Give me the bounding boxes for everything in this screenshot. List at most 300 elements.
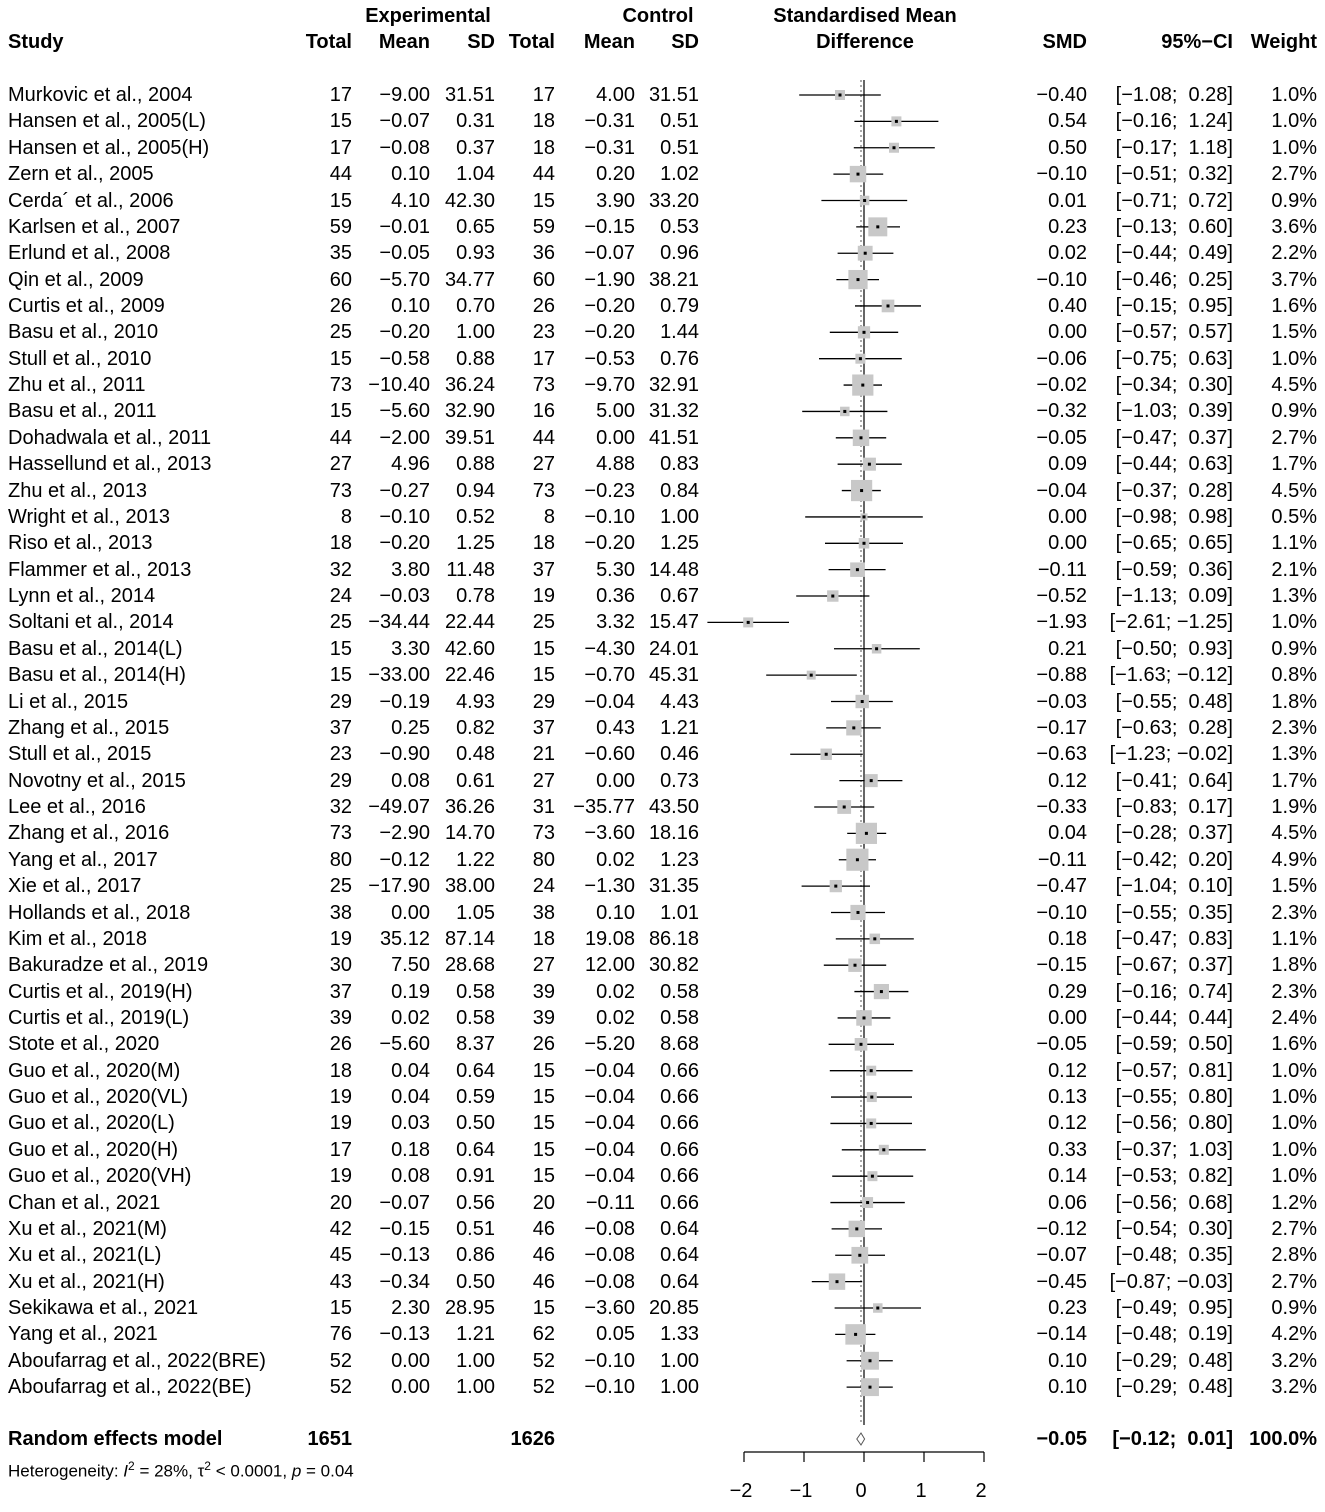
study-name: Basu et al., 2014(H)	[8, 664, 186, 687]
ctl-mean: −3.60	[584, 1297, 635, 1319]
study-name: Yang et al., 2017	[8, 848, 158, 871]
point-estimate	[843, 410, 846, 413]
exp-total: 17	[329, 1138, 352, 1161]
ctl-mean: 4.00	[596, 84, 635, 106]
ctl-sd: 0.83	[660, 453, 699, 476]
smd-value: 0.12	[1048, 1059, 1087, 1082]
exp-sd: 0.94	[456, 479, 495, 502]
ctl-sd: 0.66	[660, 1112, 699, 1135]
ctl-sd: 0.53	[660, 215, 699, 238]
exp-mean: −0.07	[379, 110, 430, 133]
exp-sd: 0.88	[456, 347, 495, 370]
weight-value: 2.7%	[1271, 426, 1317, 449]
point-estimate	[880, 990, 883, 993]
smd-value: −0.14	[1036, 1323, 1087, 1346]
exp-mean: −0.20	[379, 532, 430, 555]
weight-value: 1.5%	[1271, 321, 1317, 344]
ctl-mean: −0.60	[584, 743, 635, 766]
exp-mean: −0.07	[379, 1191, 430, 1214]
ctl-sd: 31.51	[648, 84, 699, 106]
tau-symbol: τ	[197, 1461, 205, 1481]
ctl-sd: 8.68	[660, 1033, 699, 1056]
ci-value: [−1.03; 0.39]	[1115, 400, 1233, 423]
exp-total: 18	[329, 532, 352, 555]
ctl-sd: 86.18	[648, 927, 699, 950]
exp-mean: 4.10	[391, 189, 430, 212]
exp-mean: −9.00	[379, 84, 430, 106]
ci-value: [−0.13; 0.60]	[1115, 215, 1233, 238]
smd-value: −1.93	[1036, 611, 1087, 634]
exp-sd: 0.56	[456, 1191, 495, 1214]
smd-value: 0.54	[1048, 110, 1087, 133]
exp-sd: 0.65	[456, 215, 495, 238]
ci-value: [−0.55; 0.80]	[1115, 1086, 1233, 1109]
ci-value: [−0.55; 0.48]	[1115, 690, 1233, 713]
i2-value: = 28%,	[134, 1461, 198, 1481]
exp-total: 29	[329, 690, 352, 713]
point-estimate	[875, 647, 878, 650]
weight-value: 1.1%	[1271, 532, 1317, 555]
ci-value: [−0.47; 0.37]	[1115, 426, 1233, 449]
ci-value: [−0.55; 0.35]	[1115, 901, 1233, 924]
smd-value: −0.40	[1036, 84, 1087, 106]
study-name: Stull et al., 2010	[8, 347, 152, 370]
exp-mean: 0.18	[391, 1138, 430, 1161]
exp-total: 27	[329, 453, 352, 476]
exp-total: 60	[329, 268, 352, 291]
tau-superscript: 2	[204, 1459, 211, 1473]
ctl-mean: −0.08	[584, 1270, 635, 1293]
ctl-total: 19	[532, 585, 555, 607]
study-name: Basu et al., 2011	[8, 400, 157, 423]
ctl-sd: 1.23	[660, 848, 699, 871]
exp-mean: −0.20	[379, 321, 430, 344]
exp-mean: −0.01	[379, 215, 430, 238]
smd-value: 0.23	[1048, 215, 1087, 238]
exp-total: 15	[329, 347, 352, 370]
ci-value: [−0.28; 0.37]	[1115, 822, 1233, 845]
ctl-total: 15	[532, 637, 555, 660]
exp-total: 30	[329, 954, 352, 977]
ctl-mean: 0.00	[596, 769, 635, 792]
ctl-total: 15	[532, 664, 555, 687]
exp-sd: 0.58	[456, 980, 495, 1003]
ctl-total: 46	[532, 1217, 555, 1240]
ctl-mean: −0.10	[584, 1349, 635, 1372]
ctl-total: 21	[532, 743, 555, 766]
ci-value: [−0.59; 0.36]	[1115, 558, 1233, 581]
exp-mean: −0.05	[379, 242, 430, 265]
point-estimate	[854, 1333, 857, 1336]
weight-value: 1.0%	[1271, 1059, 1317, 1082]
smd-value: 0.06	[1048, 1191, 1087, 1214]
ctl-sd: 31.32	[648, 400, 699, 423]
point-estimate	[869, 1359, 872, 1362]
smd-value: 0.12	[1048, 769, 1087, 792]
ctl-mean: −4.30	[584, 637, 635, 660]
ci-value: [−1.13; 0.09]	[1115, 585, 1233, 607]
ctl-total: 73	[532, 479, 555, 502]
exp-total: 15	[329, 637, 352, 660]
study-name: Karlsen et al., 2007	[8, 215, 181, 238]
smd-value: −0.15	[1036, 954, 1087, 977]
point-estimate	[870, 779, 873, 782]
point-estimate	[839, 94, 842, 97]
exp-mean: 0.19	[391, 980, 430, 1003]
study-name: Basu et al., 2010	[8, 321, 159, 344]
exp-total: 19	[329, 1112, 352, 1135]
smd-value: −0.06	[1036, 347, 1087, 370]
point-estimate	[863, 199, 866, 202]
ctl-total: 37	[532, 716, 555, 739]
study-name: Guo et al., 2020(M)	[8, 1059, 181, 1082]
study-name: Soltani et al., 2014	[8, 611, 174, 634]
exp-sd: 0.86	[456, 1244, 495, 1267]
ctl-sd: 20.85	[648, 1297, 699, 1319]
ci-value: [−0.44; 0.63]	[1115, 453, 1233, 476]
exp-total: 25	[329, 875, 352, 898]
exp-mean: 0.02	[391, 1007, 430, 1029]
ctl-total: 18	[532, 532, 555, 555]
ctl-total: 15	[532, 1297, 555, 1319]
weight-value: 4.5%	[1271, 479, 1317, 502]
ci-value: [−0.50; 0.93]	[1115, 637, 1233, 660]
control-group-header: Control	[622, 5, 694, 27]
ci-value: [−1.04; 0.10]	[1115, 875, 1233, 898]
ctl-sd: 1.00	[660, 1376, 699, 1399]
study-name: Flammer et al., 2013	[8, 558, 192, 581]
ctl-mean: −0.53	[584, 347, 635, 370]
exp-total: 38	[329, 901, 352, 924]
x-tick-label: 0	[855, 1480, 867, 1502]
ctl-sd: 1.01	[660, 901, 699, 924]
col-header-exp-mean: Mean	[378, 31, 430, 53]
ctl-sd: 0.51	[660, 136, 699, 159]
exp-total: 24	[329, 585, 352, 607]
ctl-mean: −35.77	[573, 796, 635, 818]
ctl-mean: 0.43	[596, 716, 635, 739]
weight-value: 1.0%	[1271, 110, 1317, 133]
point-estimate	[863, 542, 866, 545]
weight-value: 1.1%	[1271, 927, 1317, 950]
ci-value: [−0.44; 0.44]	[1115, 1007, 1233, 1029]
weight-value: 2.3%	[1271, 716, 1317, 739]
exp-sd: 0.88	[456, 453, 495, 476]
study-name: Wright et al., 2013	[8, 505, 170, 528]
smd-value: −0.11	[1037, 558, 1087, 581]
smd-value: 0.09	[1048, 453, 1087, 476]
exp-sd: 22.46	[444, 664, 495, 687]
point-estimate	[870, 1096, 873, 1099]
ci-value: [−0.87; −0.03]	[1109, 1270, 1233, 1293]
exp-sd: 0.91	[456, 1165, 495, 1188]
exp-total: 17	[329, 84, 352, 106]
col-header-exp-sd: SD	[467, 31, 495, 53]
exp-total: 35	[329, 242, 352, 265]
exp-sd: 36.26	[444, 796, 495, 818]
point-estimate	[834, 885, 837, 888]
ctl-total: 15	[532, 1086, 555, 1109]
weight-value: 1.6%	[1271, 1033, 1317, 1056]
exp-mean: 35.12	[379, 927, 430, 950]
smd-value: −0.32	[1036, 400, 1087, 423]
point-estimate	[861, 384, 864, 387]
exp-total: 15	[329, 110, 352, 133]
weight-value: 1.0%	[1271, 1112, 1317, 1135]
exp-sd: 14.70	[444, 822, 495, 845]
p-value: = 0.04	[301, 1461, 354, 1481]
ci-value: [−0.75; 0.63]	[1115, 347, 1233, 370]
exp-sd: 0.51	[456, 1217, 495, 1240]
ctl-sd: 0.58	[660, 980, 699, 1003]
smd-value: −0.05	[1036, 1033, 1087, 1056]
ctl-mean: −0.20	[584, 532, 635, 555]
ctl-sd: 1.33	[660, 1323, 699, 1346]
ctl-mean: −9.70	[584, 374, 635, 397]
i2-symbol: I	[123, 1461, 129, 1481]
exp-total: 44	[329, 163, 352, 186]
study-name: Xu et al., 2021(L)	[8, 1244, 162, 1267]
study-name: Guo et al., 2020(L)	[8, 1112, 175, 1135]
exp-total: 73	[329, 479, 352, 502]
study-name: Guo et al., 2020(VL)	[8, 1086, 189, 1109]
smd-value: −0.45	[1036, 1270, 1087, 1293]
exp-mean: 0.25	[391, 716, 430, 739]
smd-value: −0.11	[1037, 848, 1087, 871]
exp-sd: 42.60	[444, 637, 495, 660]
exp-sd: 0.82	[456, 716, 495, 739]
ci-value: [−0.17; 1.18]	[1115, 136, 1233, 159]
col-header-ctl-sd: SD	[671, 31, 699, 53]
exp-sd: 4.93	[456, 690, 495, 713]
weight-value: 4.2%	[1271, 1323, 1317, 1346]
ci-value: [−0.71; 0.72]	[1115, 189, 1233, 212]
study-name: Xie et al., 2017	[8, 875, 142, 898]
exp-total: 73	[329, 822, 352, 845]
exp-sd: 1.04	[456, 163, 495, 186]
study-name: Riso et al., 2013	[8, 532, 153, 555]
point-estimate	[857, 278, 860, 281]
exp-total: 15	[329, 1297, 352, 1319]
ctl-total: 29	[532, 690, 555, 713]
ctl-mean: 0.10	[596, 901, 635, 924]
col-header-smd: SMD	[1042, 31, 1087, 53]
exp-sd: 32.90	[444, 400, 495, 423]
exp-mean: −5.60	[379, 1033, 430, 1056]
exp-sd: 0.70	[456, 295, 495, 317]
exp-sd: 1.00	[456, 1349, 495, 1372]
smd-value: 0.04	[1048, 822, 1087, 845]
weight-value: 1.0%	[1271, 84, 1317, 106]
study-name: Curtis et al., 2009	[8, 295, 165, 317]
ctl-total: 36	[532, 242, 555, 265]
exp-total: 39	[329, 1007, 352, 1029]
study-name: Dohadwala et al., 2011	[8, 426, 212, 449]
ctl-sd: 24.01	[648, 637, 699, 660]
ci-value: [−0.46; 0.25]	[1115, 268, 1233, 291]
ctl-sd: 1.02	[660, 163, 699, 186]
study-name: Novotny et al., 2015	[8, 769, 186, 792]
point-estimate	[858, 1254, 861, 1257]
ctl-mean: 0.00	[596, 426, 635, 449]
study-name: Guo et al., 2020(H)	[8, 1138, 179, 1161]
exp-sd: 0.61	[456, 769, 495, 792]
ctl-sd: 1.44	[660, 321, 699, 344]
ctl-total: 73	[532, 822, 555, 845]
ci-value: [−0.15; 0.95]	[1115, 295, 1233, 317]
summary-ci: [−0.12; 0.01]	[1112, 1428, 1233, 1450]
smd-value: −0.03	[1036, 690, 1087, 713]
smd-value: −0.04	[1036, 479, 1087, 502]
point-estimate	[870, 1122, 873, 1125]
summary-weight: 100.0%	[1249, 1428, 1317, 1450]
smd-value: −0.10	[1036, 268, 1087, 291]
weight-value: 2.2%	[1271, 242, 1317, 265]
ctl-mean: −0.07	[584, 242, 635, 265]
smd-value: 0.40	[1048, 295, 1087, 317]
study-name: Hassellund et al., 2013	[8, 453, 212, 476]
smd-value: −0.88	[1036, 664, 1087, 687]
weight-value: 2.7%	[1271, 163, 1317, 186]
ci-value: [−0.57; 0.81]	[1115, 1059, 1233, 1082]
exp-total: 15	[329, 400, 352, 423]
exp-mean: −2.00	[379, 426, 430, 449]
tau-value: < 0.0001,	[210, 1461, 292, 1481]
exp-total: 19	[329, 1086, 352, 1109]
ctl-sd: 0.79	[660, 295, 699, 317]
exp-total: 43	[329, 1270, 352, 1293]
exp-mean: −0.08	[379, 136, 430, 159]
ctl-total: 62	[532, 1323, 555, 1346]
weight-value: 3.2%	[1271, 1376, 1317, 1399]
study-name: Murkovic et al., 2004	[8, 84, 193, 106]
ctl-total: 59	[532, 215, 555, 238]
ctl-total: 44	[532, 426, 555, 449]
smd-value: 0.00	[1048, 505, 1087, 528]
ctl-total: 15	[532, 1059, 555, 1082]
point-estimate	[864, 252, 867, 255]
ctl-total: 52	[532, 1376, 555, 1399]
ctl-total: 15	[532, 1112, 555, 1135]
exp-sd: 0.58	[456, 1007, 495, 1029]
ci-value: [−0.83; 0.17]	[1115, 796, 1233, 818]
ci-value: [−0.56; 0.80]	[1115, 1112, 1233, 1135]
ctl-mean: −0.10	[584, 1376, 635, 1399]
exp-total: 8	[340, 505, 352, 528]
exp-sd: 38.00	[444, 875, 495, 898]
study-name: Lee et al., 2016	[8, 796, 146, 818]
exp-sd: 1.22	[456, 848, 495, 871]
smd-value: 0.13	[1048, 1086, 1087, 1109]
exp-mean: 0.04	[391, 1059, 430, 1082]
ci-value: [−1.63; −0.12]	[1109, 664, 1233, 687]
smd-value: 0.10	[1048, 1376, 1087, 1399]
study-name: Erlund et al., 2008	[8, 242, 171, 265]
ci-value: [−0.54; 0.30]	[1115, 1217, 1233, 1240]
ctl-mean: −1.30	[584, 875, 635, 898]
weight-value: 3.7%	[1271, 268, 1317, 291]
study-name: Bakuradze et al., 2019	[8, 954, 209, 977]
ctl-sd: 0.96	[660, 242, 699, 265]
exp-mean: −0.03	[379, 585, 430, 607]
ctl-total: 26	[532, 295, 555, 317]
ctl-sd: 0.66	[660, 1165, 699, 1188]
exp-total: 15	[329, 664, 352, 687]
ci-value: [−0.98; 0.98]	[1115, 505, 1233, 528]
exp-sd: 87.14	[444, 927, 495, 950]
point-estimate	[870, 1069, 873, 1072]
exp-total: 15	[329, 189, 352, 212]
exp-total: 37	[329, 716, 352, 739]
ctl-total: 39	[532, 980, 555, 1003]
ctl-total: 38	[532, 901, 555, 924]
point-estimate	[866, 1201, 869, 1204]
smd-value: −0.07	[1036, 1244, 1087, 1267]
weight-value: 3.2%	[1271, 1349, 1317, 1372]
smd-value: −0.17	[1036, 716, 1087, 739]
smd-value: −0.10	[1036, 901, 1087, 924]
weight-value: 1.0%	[1271, 611, 1317, 634]
weight-value: 1.0%	[1271, 1165, 1317, 1188]
exp-mean: −10.40	[368, 374, 430, 397]
exp-sd: 36.24	[444, 374, 495, 397]
smd-value: 0.00	[1048, 532, 1087, 555]
point-estimate	[843, 805, 846, 808]
smd-value: 0.02	[1048, 242, 1087, 265]
exp-total: 26	[329, 295, 352, 317]
weight-value: 0.9%	[1271, 189, 1317, 212]
smd-title-line2: Difference	[816, 31, 914, 53]
ctl-mean: 3.32	[596, 611, 635, 634]
exp-sd: 0.59	[456, 1086, 495, 1109]
ctl-sd: 4.43	[660, 690, 699, 713]
ctl-total: 44	[532, 163, 555, 186]
ctl-total: 15	[532, 1138, 555, 1161]
ci-value: [−0.16; 0.74]	[1115, 980, 1233, 1003]
x-tick-label: 1	[915, 1480, 927, 1502]
exp-mean: 7.50	[391, 954, 430, 977]
exp-mean: 0.00	[391, 901, 430, 924]
ctl-sd: 1.00	[660, 505, 699, 528]
exp-mean: −0.34	[379, 1270, 430, 1293]
exp-total: 52	[329, 1349, 352, 1372]
col-header-ci: 95%−CI	[1161, 31, 1233, 53]
experimental-group-header: Experimental	[365, 5, 491, 27]
point-estimate	[747, 621, 750, 624]
point-estimate	[887, 304, 890, 307]
weight-value: 2.7%	[1271, 1217, 1317, 1240]
weight-value: 1.0%	[1271, 136, 1317, 159]
smd-value: −0.63	[1036, 743, 1087, 766]
exp-sd: 34.77	[444, 268, 495, 291]
ctl-total: 27	[532, 769, 555, 792]
ctl-sd: 31.35	[648, 875, 699, 898]
exp-sd: 0.48	[456, 743, 495, 766]
study-name: Stote et al., 2020	[8, 1033, 160, 1056]
ctl-mean: −0.31	[584, 136, 635, 159]
exp-total: 80	[329, 848, 352, 871]
summary-label: Random effects model	[8, 1428, 223, 1450]
exp-mean: −0.13	[379, 1244, 430, 1267]
ctl-mean: 0.20	[596, 163, 635, 186]
ctl-sd: 0.66	[660, 1191, 699, 1214]
exp-mean: −0.13	[379, 1323, 430, 1346]
ctl-total: 25	[532, 611, 555, 634]
study-name: Guo et al., 2020(VH)	[8, 1165, 192, 1188]
exp-mean: 0.10	[391, 295, 430, 317]
ctl-mean: −0.04	[584, 690, 635, 713]
point-estimate	[873, 937, 876, 940]
